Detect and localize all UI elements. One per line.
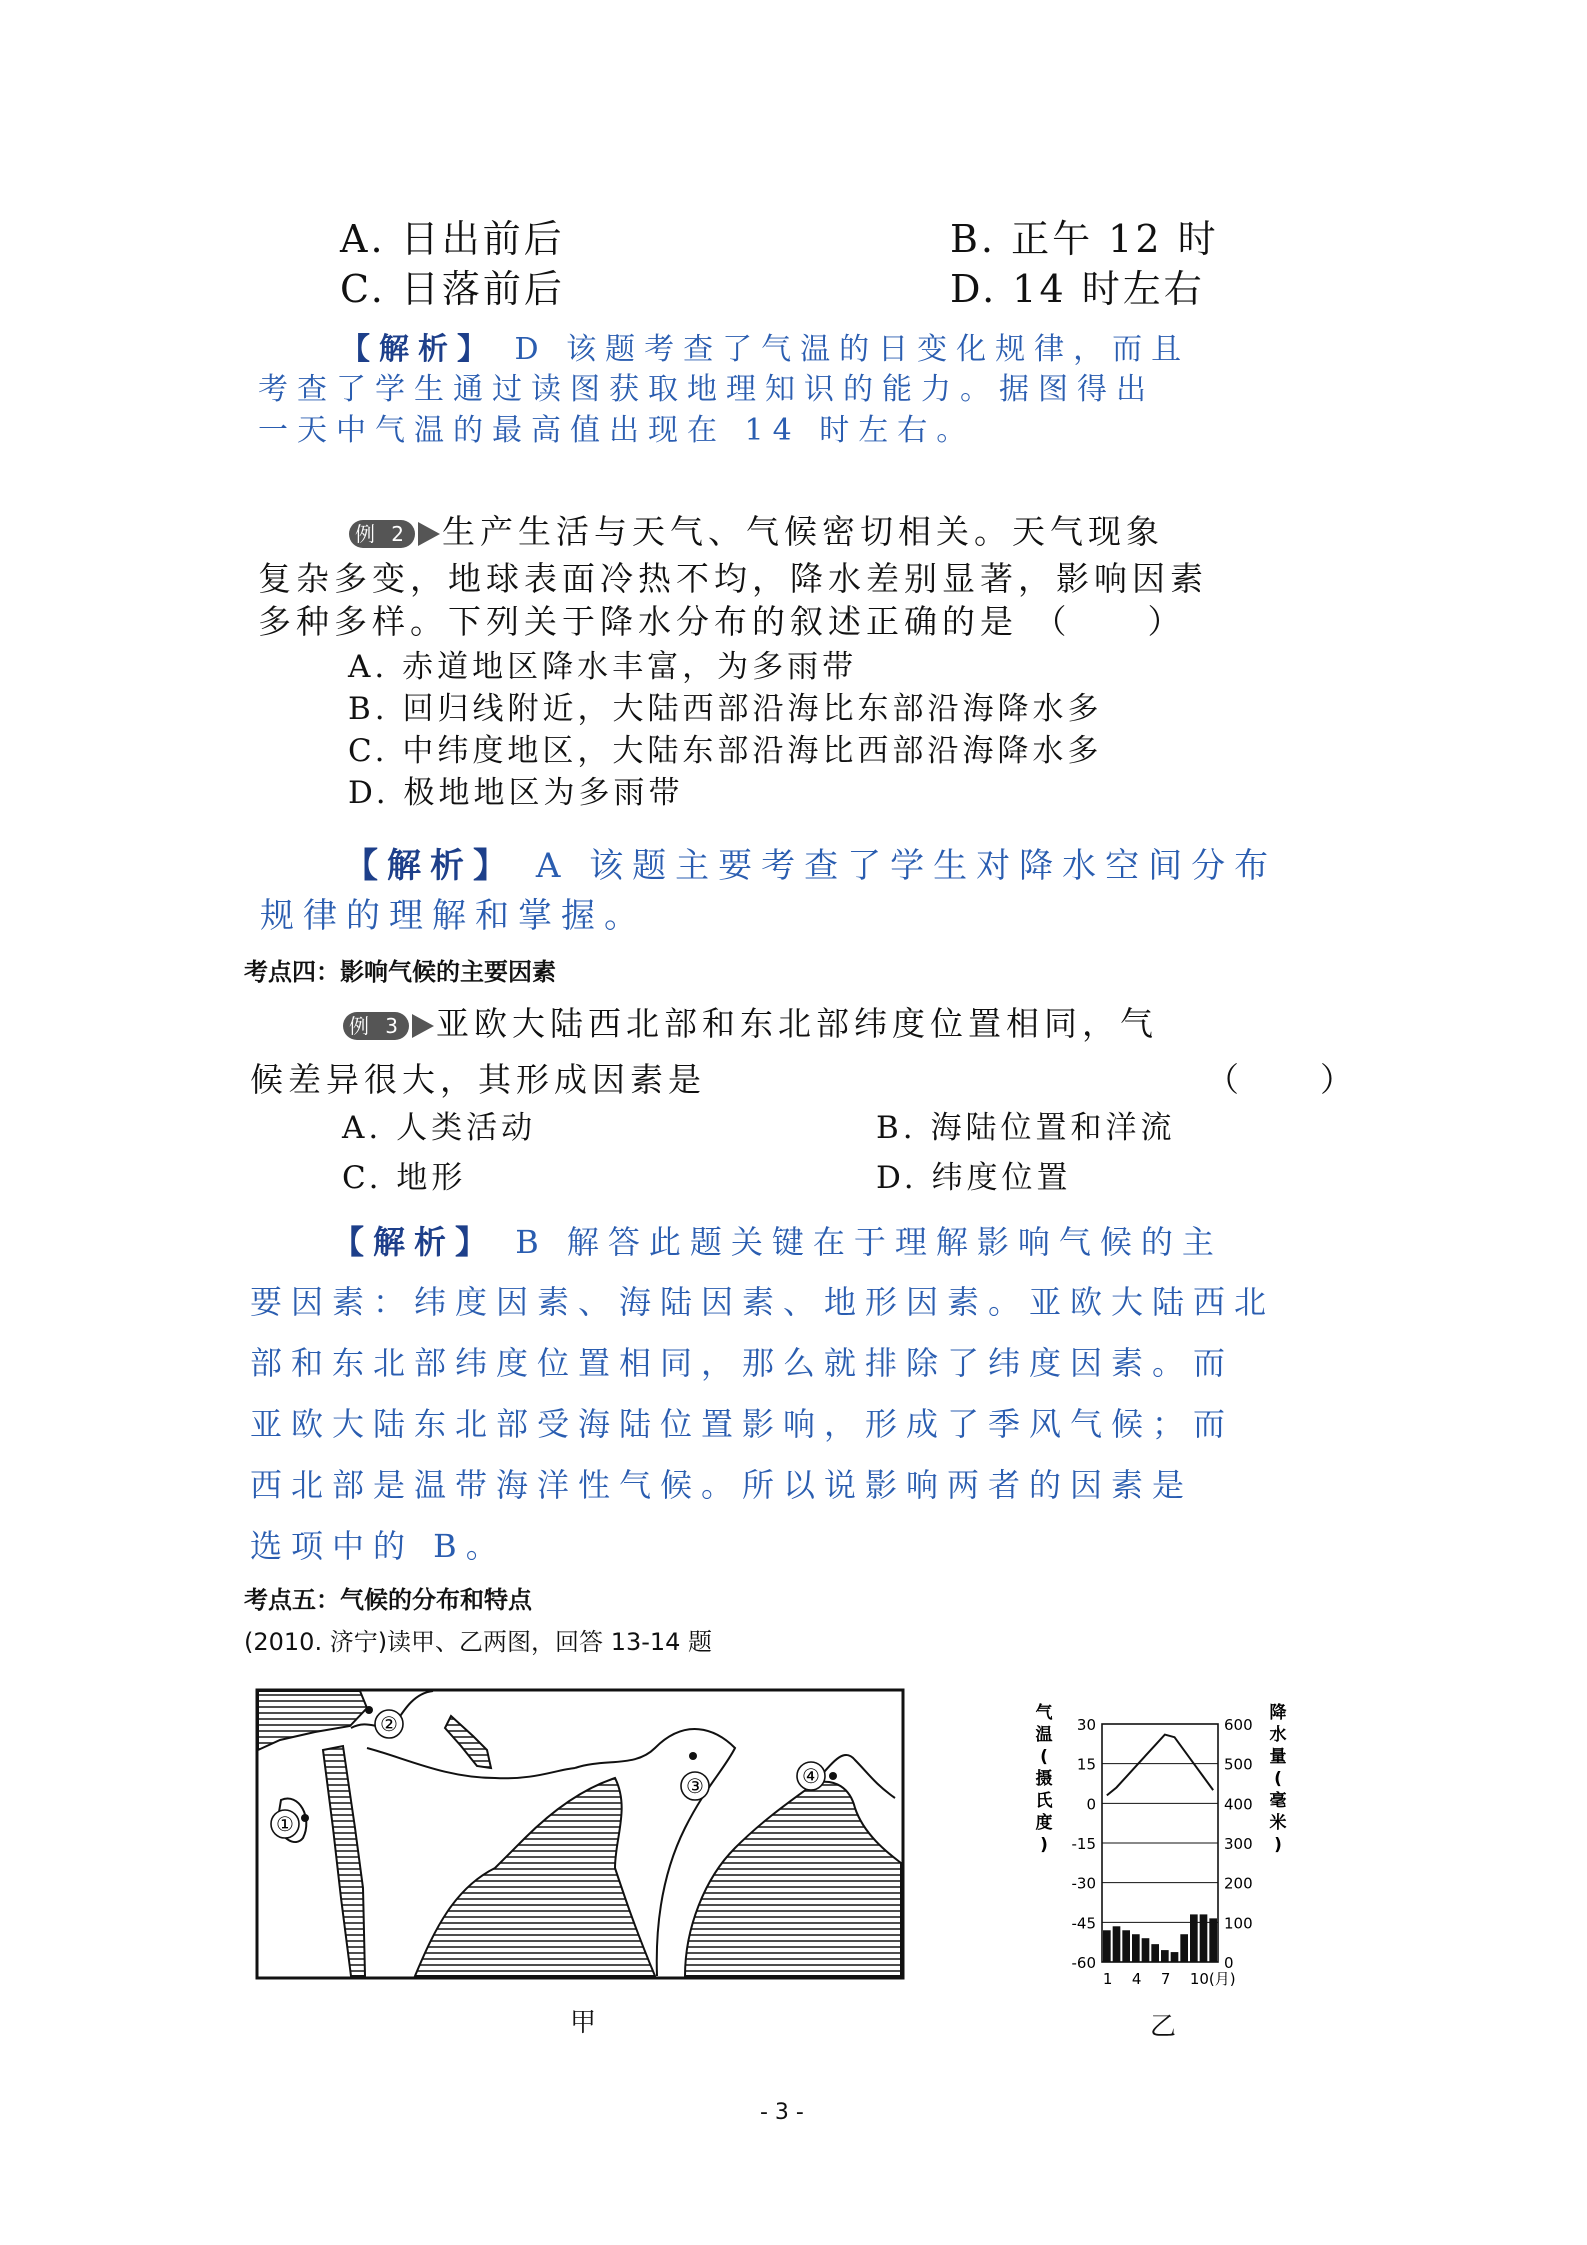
ex2-option-d: D. 极地地区为多雨带 (348, 775, 684, 811)
left-axis-label-char: 温 (1035, 1725, 1053, 1745)
right-tick-label: 600 (1224, 1716, 1253, 1734)
ex2-stem-line-2: 复杂多变，地球表面冷热不均，降水差别显著，影响因素 (258, 559, 1208, 598)
ex2-option-a: A. 赤道地区降水丰富，为多雨带 (348, 649, 858, 685)
ex3-option-a: A. 人类活动 (342, 1110, 537, 1146)
ex2-option-c: C. 中纬度地区，大陆东部沿海比西部沿海降水多 (348, 733, 1103, 769)
left-tick-label: -15 (1071, 1835, 1096, 1853)
svg-text:①: ① (276, 1812, 294, 1836)
precipitation-bar (1161, 1950, 1169, 1962)
ex2-stem-line-1: 例 2 生产生活与天气、气候密切相关。天气现象 (348, 506, 1164, 553)
precipitation-bar (1180, 1934, 1188, 1962)
prev-analysis-line-2: 考查了学生通过读图获取地理知识的能力。据图得出 (258, 372, 1155, 407)
ex3-answer-paren: （ ） (1206, 1060, 1358, 1099)
ex2-option-b: B. 回归线附近，大陆西部沿海比东部沿海降水多 (348, 691, 1103, 727)
ex3-option-d: D. 纬度位置 (876, 1160, 1072, 1196)
ex3-option-c: C. 地形 (342, 1160, 467, 1196)
map-label-3 (681, 1772, 709, 1800)
page-number: - 3 - (760, 2100, 804, 2125)
x-tick-label: 7 (1160, 1970, 1171, 1988)
ex3-analysis-line-5: 西北部是温带海洋性气候。所以说影响两者的因素是 (250, 1466, 1194, 1504)
x-tick-label: 4 (1131, 1970, 1142, 1988)
map-label-1 (271, 1810, 299, 1838)
left-tick-label: -30 (1071, 1874, 1096, 1893)
prev-option-d: D. 14 时左右 (950, 267, 1205, 311)
precipitation-bar (1122, 1930, 1130, 1962)
precipitation-bar (1151, 1944, 1159, 1962)
prev-option-c: C. 日落前后 (340, 267, 565, 311)
ex2-analysis-line-1: 【解析】 A 该题主要考查了学生对降水空间分布 (344, 846, 1278, 886)
svg-text:②: ② (380, 1712, 398, 1736)
question-source: (2010. 济宁)读甲、乙两图，回答 13-14 题 (244, 1628, 713, 1656)
svg-text:例 2: 例 2 (354, 522, 410, 546)
left-tick-label: -45 (1071, 1914, 1096, 1933)
right-axis-label-char: ( (1274, 1769, 1282, 1789)
example-badge-icon (348, 516, 442, 552)
right-axis-label-char: ) (1274, 1835, 1282, 1855)
ex3-analysis-line-3: 部和东北部纬度位置相同，那么就排除了纬度因素。而 (250, 1344, 1235, 1382)
svg-text:例 3: 例 3 (348, 1014, 404, 1038)
right-axis-label-char: 降 (1269, 1703, 1287, 1723)
precipitation-bar (1113, 1926, 1121, 1962)
map-jia (255, 1688, 905, 1980)
ex3-analysis-line-6: 选项中的 B。 (250, 1527, 507, 1565)
ex3-option-b: B. 海陆位置和洋流 (876, 1110, 1176, 1146)
precipitation-bar (1171, 1952, 1179, 1962)
prev-analysis-line-1: 【解析】 D 该题考查了气温的日变化规律，而且 (340, 332, 1191, 367)
left-tick-label: -60 (1071, 1954, 1096, 1972)
left-axis-label-char: ) (1040, 1835, 1048, 1855)
ex3-analysis-line-2: 要因素：纬度因素、海陆因素、地形因素。亚欧大陆西北 (250, 1283, 1276, 1321)
right-tick-label: 400 (1224, 1795, 1253, 1814)
right-tick-label: 0 (1224, 1954, 1234, 1972)
precipitation-bar (1190, 1914, 1198, 1962)
precipitation-bar (1142, 1938, 1150, 1962)
left-tick-label: 0 (1086, 1795, 1096, 1814)
section-5-heading: 考点五：气候的分布和特点 (244, 1586, 532, 1614)
right-axis-label-char: 水 (1269, 1725, 1287, 1745)
example-badge-icon (342, 1008, 436, 1044)
right-tick-label: 200 (1224, 1874, 1253, 1893)
left-axis-label-char: 摄 (1035, 1769, 1053, 1789)
ex3-stem-line-2: 候差异很大，其形成因素是 (250, 1060, 706, 1099)
prev-option-b: B. 正午 12 时 (950, 217, 1219, 261)
right-tick-label: 100 (1224, 1914, 1253, 1933)
precipitation-bar (1200, 1914, 1208, 1962)
x-tick-label: 1 (1102, 1970, 1113, 1988)
right-tick-label: 500 (1224, 1755, 1253, 1774)
right-tick-label: 300 (1224, 1835, 1253, 1853)
left-tick-label: 30 (1076, 1716, 1096, 1734)
ex2-analysis-line-2: 规律的理解和掌握。 (260, 896, 647, 936)
map-label-4 (797, 1762, 825, 1790)
climate-chart (1030, 1700, 1290, 2000)
x-tick-label: 10(月) (1189, 1970, 1236, 1988)
svg-text:④: ④ (802, 1764, 820, 1788)
analysis-tag: 【解析】 (340, 332, 496, 367)
precipitation-bar (1209, 1918, 1217, 1962)
section-4-heading: 考点四：影响气候的主要因素 (244, 958, 556, 986)
prev-option-a: A. 日出前后 (340, 217, 565, 261)
right-axis-label-char: 毫 (1269, 1791, 1287, 1811)
svg-text:③: ③ (686, 1774, 704, 1798)
map-label-2 (375, 1710, 403, 1738)
left-tick-label: 15 (1076, 1755, 1096, 1774)
precipitation-bar (1103, 1930, 1111, 1962)
ex2-stem-line-3: 多种多样。下列关于降水分布的叙述正确的是 （ ） (258, 602, 1186, 641)
chart-caption: 乙 (1150, 2012, 1177, 2042)
left-axis-label-char: 气 (1035, 1703, 1053, 1723)
precipitation-bar (1132, 1934, 1140, 1962)
ex3-analysis-line-4: 亚欧大陆东北部受海陆位置影响，形成了季风气候；而 (250, 1405, 1235, 1443)
right-axis-label-char: 米 (1269, 1813, 1287, 1833)
left-axis-label-char: 度 (1035, 1813, 1053, 1833)
map-caption: 甲 (570, 2008, 597, 2038)
ex3-analysis-line-1: 【解析】 B 解答此题关键在于理解影响气候的主 (332, 1223, 1223, 1261)
left-axis-label-char: 氏 (1035, 1791, 1053, 1811)
prev-analysis-line-3: 一天中气温的最高值出现在 14 时左右。 (258, 413, 976, 448)
ex3-stem-line-1: 例 3 亚欧大陆西北部和东北部纬度位置相同，气 (342, 998, 1158, 1045)
left-axis-label-char: ( (1040, 1747, 1048, 1767)
right-axis-label-char: 量 (1269, 1747, 1287, 1767)
